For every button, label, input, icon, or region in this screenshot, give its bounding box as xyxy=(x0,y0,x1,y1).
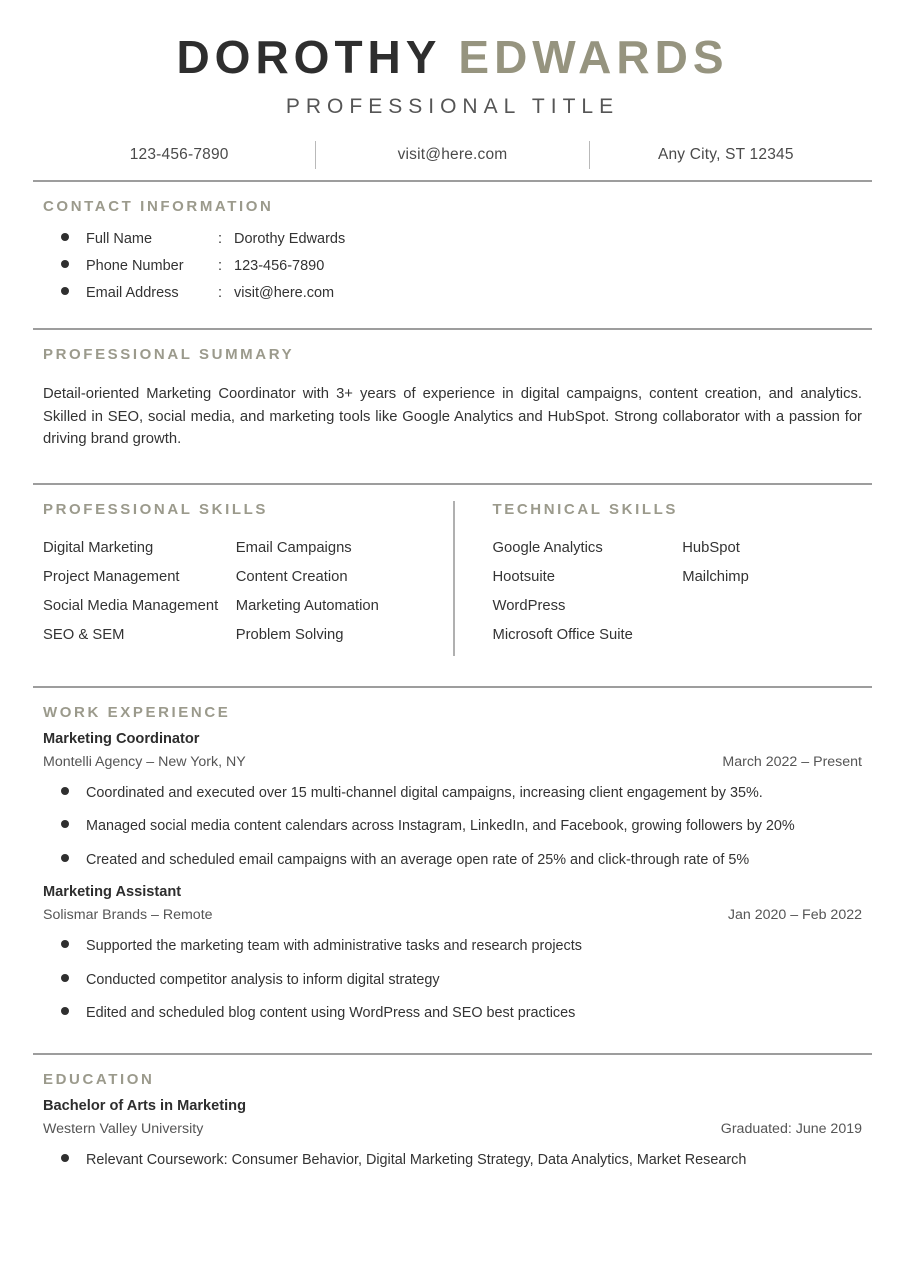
job-meta xyxy=(43,907,862,923)
job-title: Marketing Coordinator xyxy=(43,730,200,747)
professional-summary-text: Detail-oriented Marketing Coordinator with 3+ years of experience in digital campaigns, content creation, and analytics. Skilled in SEO, social media, and marketing tools like Google Analytics and HubSpot. Strong collaborator with a passion for driving brand growth. xyxy=(43,386,862,448)
section-rule xyxy=(33,686,872,688)
professional-skills-column xyxy=(33,501,453,656)
school-name: Western Valley University xyxy=(43,1121,204,1138)
degree-title: Bachelor of Arts in Marketing xyxy=(43,1098,246,1115)
education-bullets xyxy=(33,1151,872,1170)
contact-information-section xyxy=(33,182,872,301)
graduation-date: Graduated: June 2019 xyxy=(720,1121,862,1138)
bullet-dot-icon xyxy=(61,287,69,295)
list-item: WordPress xyxy=(492,597,566,614)
contact-email: visit@here.com xyxy=(397,146,508,164)
list-item xyxy=(61,971,872,990)
bullet-dot-icon xyxy=(61,1154,69,1162)
list-item: Problem Solving xyxy=(235,626,344,643)
bullet-text: Supported the marketing team with administrative tasks and research projects xyxy=(86,938,582,955)
work-entry xyxy=(33,884,872,1023)
list-item xyxy=(61,1004,872,1023)
list-item xyxy=(61,851,872,870)
work-experience-section xyxy=(33,670,872,1024)
list-item: Project Management xyxy=(43,568,180,585)
section-rule xyxy=(33,1053,872,1055)
section-title-technical-skills: TECHNICAL SKILLS xyxy=(492,500,678,518)
list-item: Digital Marketing xyxy=(43,539,154,556)
list-item: Microsoft Office Suite xyxy=(492,626,633,643)
job-organization: Montelli Agency – New York, NY xyxy=(43,753,246,770)
list-item xyxy=(61,784,872,803)
list-item xyxy=(61,937,872,956)
list-item: Google Analytics xyxy=(492,539,603,556)
bullet-text: Created and scheduled email campaigns with an average open rate of 25% and click-through rate of 5% xyxy=(86,851,750,868)
job-dates: March 2022 – Present xyxy=(722,753,862,770)
contact-info-label: Phone Number xyxy=(86,258,184,275)
bullet-dot-icon xyxy=(61,940,69,948)
list-item: Email Campaigns xyxy=(235,539,352,556)
contact-info-colon: : xyxy=(218,285,223,302)
list-item: Marketing Automation xyxy=(235,597,379,614)
section-title-education: EDUCATION xyxy=(43,1071,155,1089)
bullet-dot-icon xyxy=(61,854,69,862)
candidate-name xyxy=(33,33,872,81)
contact-bar xyxy=(33,141,872,169)
section-rule xyxy=(33,328,872,330)
professional-skills-grid xyxy=(33,540,429,656)
technical-skills-col-2 xyxy=(682,540,872,656)
technical-skills-col-1 xyxy=(493,540,683,656)
professional-title: PROFESSIONAL TITLE xyxy=(285,95,620,119)
last-name: EDWARDS xyxy=(458,31,729,83)
list-item xyxy=(61,1151,872,1170)
first-name: DOROTHY xyxy=(176,31,441,83)
list-item xyxy=(61,285,872,301)
section-rule xyxy=(33,483,872,485)
education-section xyxy=(33,1037,872,1204)
contact-info-colon: : xyxy=(218,258,223,275)
section-title-professional-summary: PROFESSIONAL SUMMARY xyxy=(43,346,295,364)
education-entry xyxy=(33,1098,872,1170)
work-entry xyxy=(33,731,872,870)
professional-skills-col-1 xyxy=(43,540,236,656)
professional-skills-col-2 xyxy=(236,540,429,656)
technical-skills-column xyxy=(453,501,873,656)
bullet-dot-icon xyxy=(61,974,69,982)
section-title-contact-information: CONTACT INFORMATION xyxy=(43,198,274,216)
list-item xyxy=(61,231,872,247)
job-organization: Solismar Brands – Remote xyxy=(43,907,213,924)
skills-columns xyxy=(33,501,872,670)
bullet-dot-icon xyxy=(61,233,69,241)
contact-info-colon: : xyxy=(218,231,223,248)
list-item: Mailchimp xyxy=(682,568,749,585)
list-item: Content Creation xyxy=(235,568,348,585)
job-meta xyxy=(43,754,862,770)
contact-info-value: Dorothy Edwards xyxy=(234,231,346,248)
section-title-work-experience: WORK EXPERIENCE xyxy=(43,703,231,721)
resume-header xyxy=(33,0,872,119)
bullet-dot-icon xyxy=(61,820,69,828)
bullet-text: Managed social media content calendars across Instagram, LinkedIn, and Facebook, growing followers by 20% xyxy=(86,818,795,835)
contact-info-label: Full Name xyxy=(86,231,153,248)
list-item: HubSpot xyxy=(682,539,740,556)
contact-info-value: 123-456-7890 xyxy=(234,258,325,275)
list-item: Social Media Management xyxy=(43,597,219,614)
technical-skills-grid xyxy=(455,540,873,656)
education-meta xyxy=(43,1121,862,1137)
list-item: SEO & SEM xyxy=(43,626,125,643)
job-title: Marketing Assistant xyxy=(43,884,182,901)
job-bullets xyxy=(33,784,872,870)
bullet-text: Edited and scheduled blog content using WordPress and SEO best practices xyxy=(86,1004,576,1021)
contact-location: Any City, ST 12345 xyxy=(657,146,794,164)
contact-info-list xyxy=(33,231,872,301)
bullet-text: Relevant Coursework: Consumer Behavior, Digital Marketing Strategy, Data Analytics, Market Research xyxy=(86,1152,747,1169)
bullet-dot-icon xyxy=(61,787,69,795)
job-bullets xyxy=(33,937,872,1023)
list-item xyxy=(61,817,872,836)
list-item: Hootsuite xyxy=(492,568,556,585)
contact-phone: 123-456-7890 xyxy=(129,146,229,164)
bullet-text: Conducted competitor analysis to inform digital strategy xyxy=(86,971,440,988)
bullet-text: Coordinated and executed over 15 multi-channel digital campaigns, increasing client engagement by 35%. xyxy=(86,784,763,801)
section-title-professional-skills: PROFESSIONAL SKILLS xyxy=(43,500,268,518)
skills-section xyxy=(33,467,872,670)
bullet-dot-icon xyxy=(61,1007,69,1015)
contact-info-label: Email Address xyxy=(86,285,179,302)
bullet-dot-icon xyxy=(61,260,69,268)
job-dates: Jan 2020 – Feb 2022 xyxy=(727,907,862,924)
contact-info-value: visit@here.com xyxy=(234,285,335,302)
list-item xyxy=(61,258,872,274)
professional-summary-section xyxy=(33,312,872,450)
